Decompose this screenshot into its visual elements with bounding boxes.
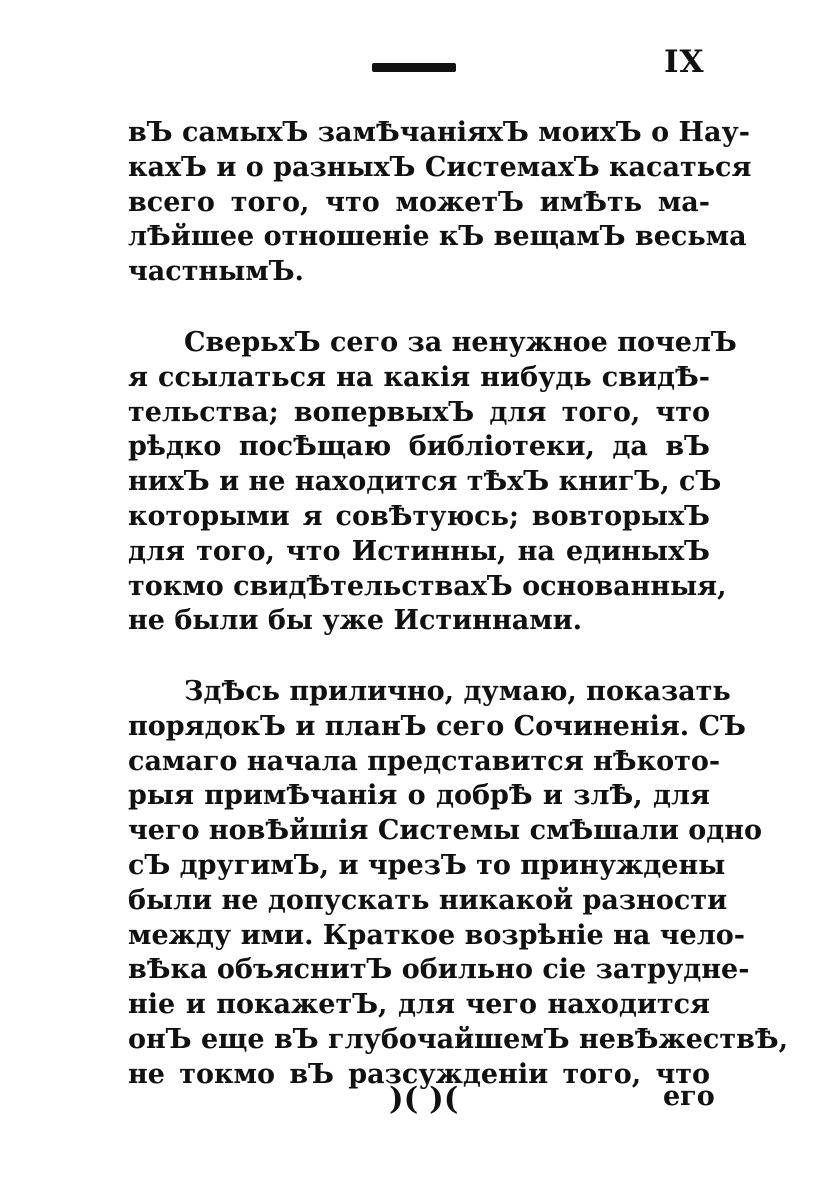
header-ornament-rule [372, 63, 456, 72]
text-line: между ими. Краткое возрѣніе на чело- [128, 919, 745, 951]
text-line: рыя примѢчанія о добрѢ и злѢ, для [128, 780, 710, 812]
page-number: IX [664, 44, 705, 80]
text-line: ЗдѢсь прилично, думаю, показать [184, 676, 731, 707]
text-line: лѢйшее отношеніе кЪ вещамЪ весьма [128, 221, 747, 253]
text-line: для того, что Истинны, на единыхЪ [128, 535, 710, 567]
paragraph-2 [128, 326, 737, 639]
text-line: не токмо вЪ разсужденіи того, что [128, 1058, 710, 1090]
text-line: онЪ еще вЪ глубочайшемЪ невѢжествѢ, [128, 1023, 789, 1055]
text-line: я ссылаться на какія нибудь свидѢ- [128, 361, 710, 393]
signature-mark: )( )( [389, 1081, 459, 1117]
text-line: кахЪ и о разныхЪ СистемахЪ касаться [128, 151, 752, 183]
text-line: рѣдко посѢщаю библіотеки, да вЪ [128, 431, 710, 463]
text-line: сЪ другимЪ, и чрезЪ то принуждены [128, 849, 726, 881]
paragraph-1 [128, 116, 752, 290]
text-line: были не допускать никакой разности [128, 884, 728, 916]
text-line: не были бы уже Истиннами. [128, 605, 583, 637]
text-line: частнымЪ. [128, 256, 304, 288]
text-line: вЪ самыхЪ замѢчаніяхЪ моихЪ о Нау- [128, 117, 750, 148]
text-line: порядокЪ и планЪ сего Сочиненія. СЪ [128, 710, 746, 742]
text-line: чего новѢйшія Системы смѢшали одно [128, 815, 763, 847]
paragraph-3 [128, 675, 789, 1093]
text-line: СверьхЪ сего за ненужное почелЪ [184, 327, 737, 358]
text-line: тельства; вопервыхЪ для того, что [128, 396, 710, 428]
text-line: токмо свидѢтельствахЪ основанныя, [128, 570, 727, 602]
text-line: самаго начала представится нѢкото- [128, 745, 721, 777]
catchword: его [663, 1081, 715, 1112]
text-line: вѢка объяснитЪ обильно сіе затрудне- [128, 954, 750, 986]
text-line: всего того, что можетЪ имѢть ма- [128, 186, 710, 218]
text-line: которыми я совѢтуюсь; вовторыхЪ [128, 500, 710, 532]
text-line: ніе и покажетЪ, для чего находится [128, 989, 710, 1021]
text-line: нихЪ и не находится тѢхЪ книгЪ, сЪ [128, 466, 722, 498]
